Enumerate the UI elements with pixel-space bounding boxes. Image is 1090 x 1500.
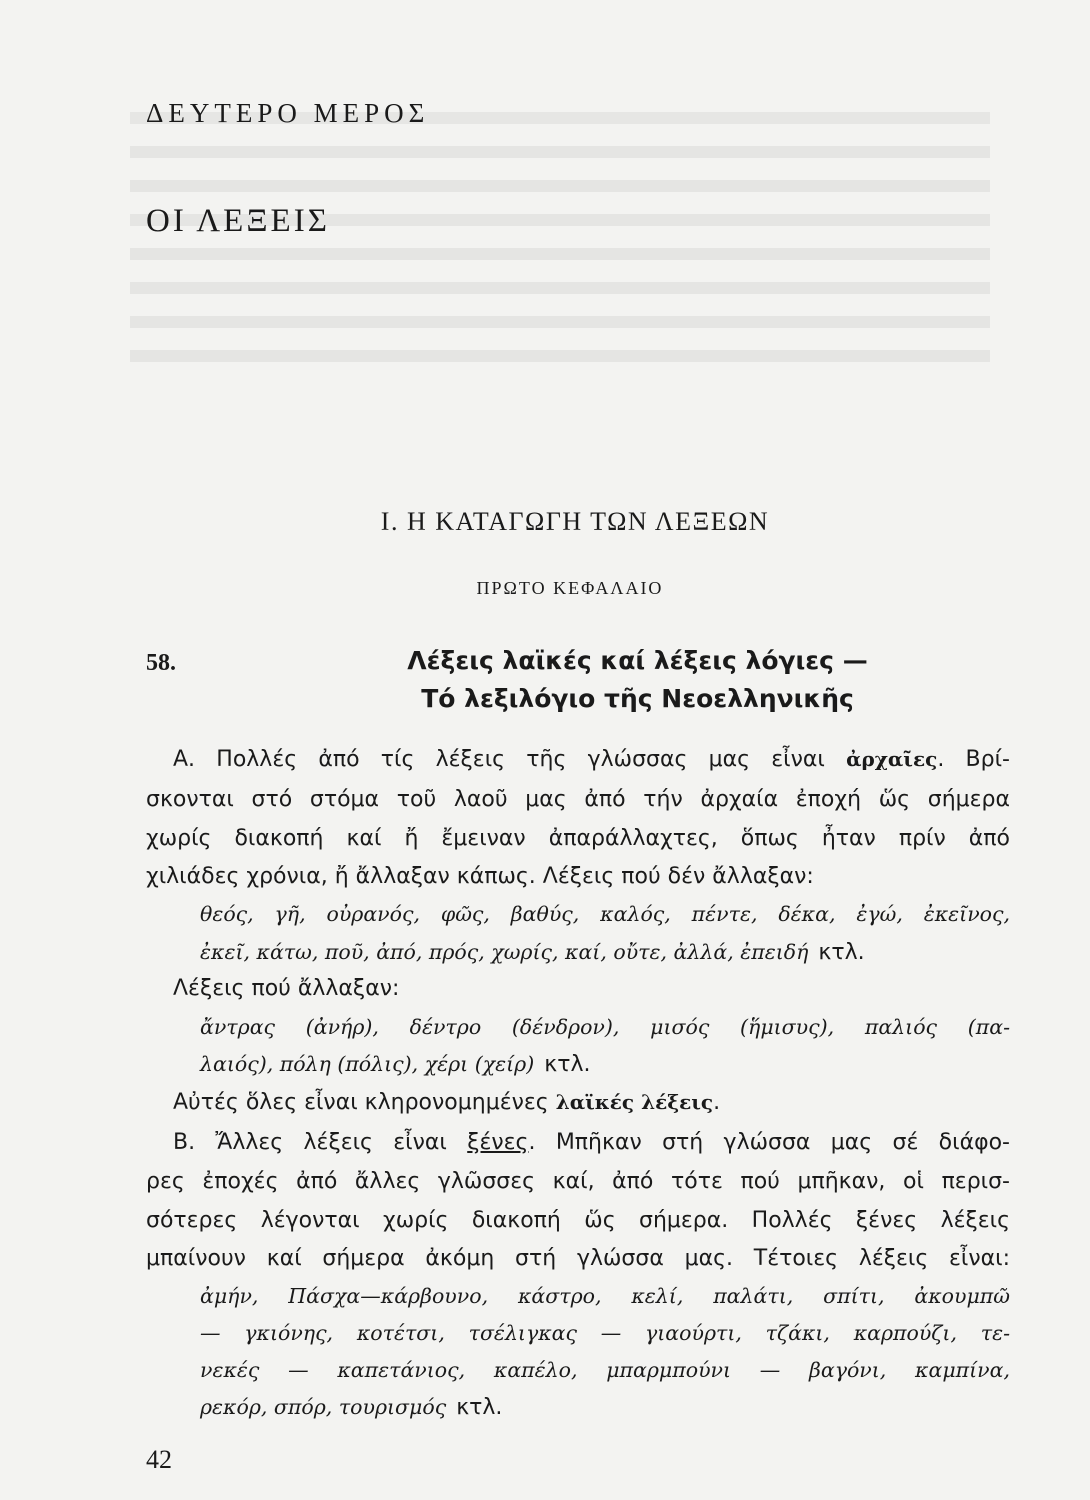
bold-term: ἀρχαῖες <box>846 747 938 771</box>
section-b-line-3: σότερες λέγονται χωρίς διακοπή ὥς σήμερα. Πολλές ξένες λέξεις <box>146 1208 1010 1233</box>
section-a-summary <box>173 1090 720 1115</box>
etc-abbrev: κτλ. <box>818 940 865 965</box>
bold-term: λαϊκές λέξεις <box>555 1090 714 1114</box>
examples-changed-line-1: ἄντρας (ἀνήρ), δέντρο (δένδρον), μισός (ἥμισυς), παλιός (πα- <box>200 1015 1010 1039</box>
examples-foreign-line-3: νεκές — καπετάνιος, καπέλο, μπαρμπούνι — βαγόνι, καμπίνα, <box>200 1358 1010 1382</box>
text-run: Β. Ἄλλες λέξεις εἶναι <box>173 1130 468 1155</box>
section-b-line-2: ρες ἐποχές ἀπό ἄλλες γλῶσσες καί, ἀπό τότε πού μπῆκαν, οἱ περισ- <box>146 1169 1010 1194</box>
text-run: . <box>713 1090 721 1115</box>
heading-line-2: Τό λεξιλόγιο τῆς Νεοελληνικῆς <box>421 684 854 713</box>
examples-changed-line-2 <box>200 1052 590 1077</box>
section-b-line-4: μπαίνουν καί σήμερα ἀκόμη στή γλώσσα μας. Τέτοιες λέξεις εἶναι: <box>146 1246 1010 1271</box>
text-run: Αὐτές ὅλες εἶναι κληρονομημένες <box>173 1090 556 1115</box>
changed-intro: Λέξεις πού ἄλλαξαν: <box>173 976 400 1001</box>
text-run: λαιός), πόλη (πόλις), χέρι (χείρ) <box>200 1052 535 1076</box>
page-number: 42 <box>146 1445 172 1474</box>
chapter-label: ΠΡΩΤΟ ΚΕΦΑΛΑΙΟ <box>476 578 664 598</box>
etc-abbrev: κτλ. <box>544 1052 591 1077</box>
part-title: ΟΙ ΛΕΞΕΙΣ <box>146 203 330 239</box>
examples-unchanged-line-2 <box>200 940 865 965</box>
examples-unchanged-line-1: θεός, γῆ, οὐρανός, φῶς, βαθύς, καλός, πέντε, δέκα, ἐγώ, ἐκεῖνος, <box>200 902 1010 926</box>
examples-foreign-line-1: ἀμήν, Πάσχα—κάρβουνο, κάστρο, κελί, παλάτι, σπίτι, ἀκουμπῶ <box>200 1284 1010 1308</box>
examples-foreign-line-2: — γκιόνης, κοτέτσι, τσέλιγκας — γιαούρτι, τζάκι, καρπούζι, τε- <box>200 1321 1010 1345</box>
text-run: . Βρί- <box>937 747 1010 772</box>
text-run: ρεκόρ, σπόρ, τουρισμός <box>200 1395 447 1419</box>
text-run: . Μπῆκαν στή γλώσσα μας σέ διάφο- <box>528 1130 1010 1155</box>
section-a-line-1 <box>173 747 1010 772</box>
examples-foreign-line-4 <box>200 1395 502 1420</box>
emphasis-term: ξένες <box>467 1130 529 1155</box>
section-a-line-4: χιλιάδες χρόνια, ἤ ἄλλαξαν κάπως. Λέξεις πού δέν ἄλλαξαν: <box>146 864 814 889</box>
part-label: ΔΕΥΤΕΡΟ ΜΕΡΟΣ <box>146 98 430 128</box>
section-title: Ι. Η ΚΑΤΑΓΩΓΗ ΤΩΝ ΛΕΞΕΩΝ <box>380 507 770 536</box>
section-a-line-3: χωρίς διακοπή καί ἤ ἔμειναν ἀπαράλλαχτες, ὅπως ἦταν πρίν ἀπό <box>146 826 1010 851</box>
text-run: ἐκεῖ, κάτω, ποῦ, ἀπό, πρός, χωρίς, καί, οὔτε, ἀλλά, ἐπειδή <box>200 940 809 964</box>
section-b-line-1 <box>173 1130 1010 1155</box>
heading-line-1: Λέξεις λαϊκές καί λέξεις λόγιες — <box>407 646 868 675</box>
text-run: Α. Πολλές ἀπό τίς λέξεις τῆς γλώσσας μας εἶναι <box>173 747 847 772</box>
section-a-line-2: σκονται στό στόμα τοῦ λαοῦ μας ἀπό τήν ἀρχαία ἐποχή ὥς σήμερα <box>146 787 1010 812</box>
etc-abbrev: κτλ. <box>456 1395 503 1420</box>
paragraph-number: 58. <box>146 650 176 676</box>
